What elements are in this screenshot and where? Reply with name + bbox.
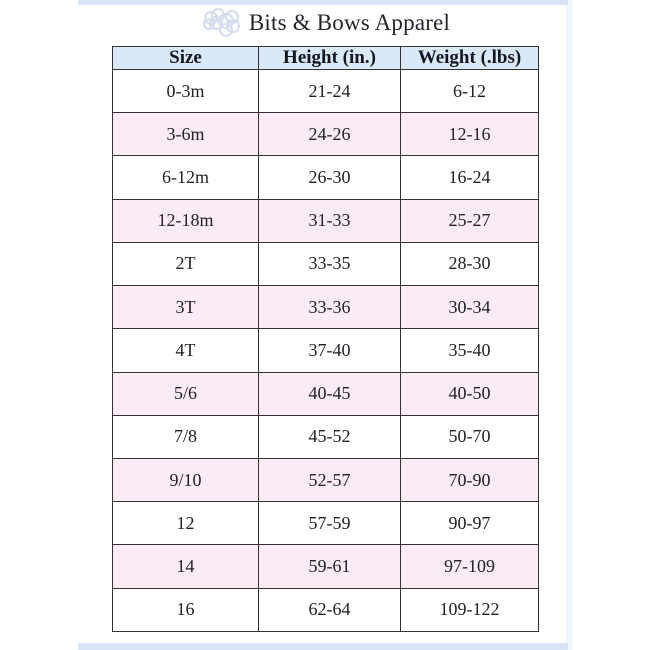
table-row <box>113 156 539 199</box>
backdrop-strip-bottom <box>78 643 568 650</box>
size-cell: 5/6 <box>113 372 259 415</box>
table-row <box>113 458 539 501</box>
weight-cell: 90-97 <box>401 502 539 545</box>
weight-cell: 6-12 <box>401 70 539 113</box>
size-cell: 3-6m <box>113 113 259 156</box>
weight-cell: 50-70 <box>401 415 539 458</box>
page-title: Bits & Bows Apparel <box>248 9 451 35</box>
size-cell: 7/8 <box>113 415 259 458</box>
height-cell: 26-30 <box>259 156 401 199</box>
height-cell: 21-24 <box>259 70 401 113</box>
weight-cell: 30-34 <box>401 286 539 329</box>
height-cell: 45-52 <box>259 415 401 458</box>
bows-flower-logo-icon <box>200 6 242 42</box>
height-cell: 40-45 <box>259 372 401 415</box>
table-row <box>113 113 539 156</box>
table-row <box>113 502 539 545</box>
table-row <box>113 70 539 113</box>
backdrop-edge-right <box>566 0 573 650</box>
table-row <box>113 372 539 415</box>
table-row <box>113 329 539 372</box>
table-row <box>113 286 539 329</box>
weight-cell: 25-27 <box>401 199 539 242</box>
size-cell: 9/10 <box>113 458 259 501</box>
height-cell: 31-33 <box>259 199 401 242</box>
weight-cell: 109-122 <box>401 588 539 631</box>
height-cell: 52-57 <box>259 458 401 501</box>
weight-cell: 97-109 <box>401 545 539 588</box>
size-cell: 6-12m <box>113 156 259 199</box>
weight-cell: 28-30 <box>401 242 539 285</box>
size-table-body <box>113 70 539 632</box>
weight-cell: 70-90 <box>401 458 539 501</box>
table-header-row <box>113 47 539 70</box>
weight-cell: 16-24 <box>401 156 539 199</box>
size-cell: 2T <box>113 242 259 285</box>
height-cell: 33-35 <box>259 242 401 285</box>
height-cell: 59-61 <box>259 545 401 588</box>
size-cell: 4T <box>113 329 259 372</box>
title-band <box>0 0 650 45</box>
size-chart-table <box>112 46 539 632</box>
weight-cell: 12-16 <box>401 113 539 156</box>
height-cell: 57-59 <box>259 502 401 545</box>
size-cell: 12-18m <box>113 199 259 242</box>
table-row <box>113 199 539 242</box>
size-cell: 3T <box>113 286 259 329</box>
table-row <box>113 242 539 285</box>
weight-cell: 35-40 <box>401 329 539 372</box>
size-cell: 16 <box>113 588 259 631</box>
weight-cell: 40-50 <box>401 372 539 415</box>
header-weight: Weight (.lbs) <box>401 47 539 70</box>
size-cell: 14 <box>113 545 259 588</box>
height-cell: 62-64 <box>259 588 401 631</box>
size-cell: 12 <box>113 502 259 545</box>
size-cell: 0-3m <box>113 70 259 113</box>
table-row <box>113 588 539 631</box>
height-cell: 24-26 <box>259 113 401 156</box>
table-row <box>113 415 539 458</box>
header-size: Size <box>113 47 259 70</box>
header-height: Height (in.) <box>259 47 401 70</box>
height-cell: 33-36 <box>259 286 401 329</box>
table-row <box>113 545 539 588</box>
height-cell: 37-40 <box>259 329 401 372</box>
